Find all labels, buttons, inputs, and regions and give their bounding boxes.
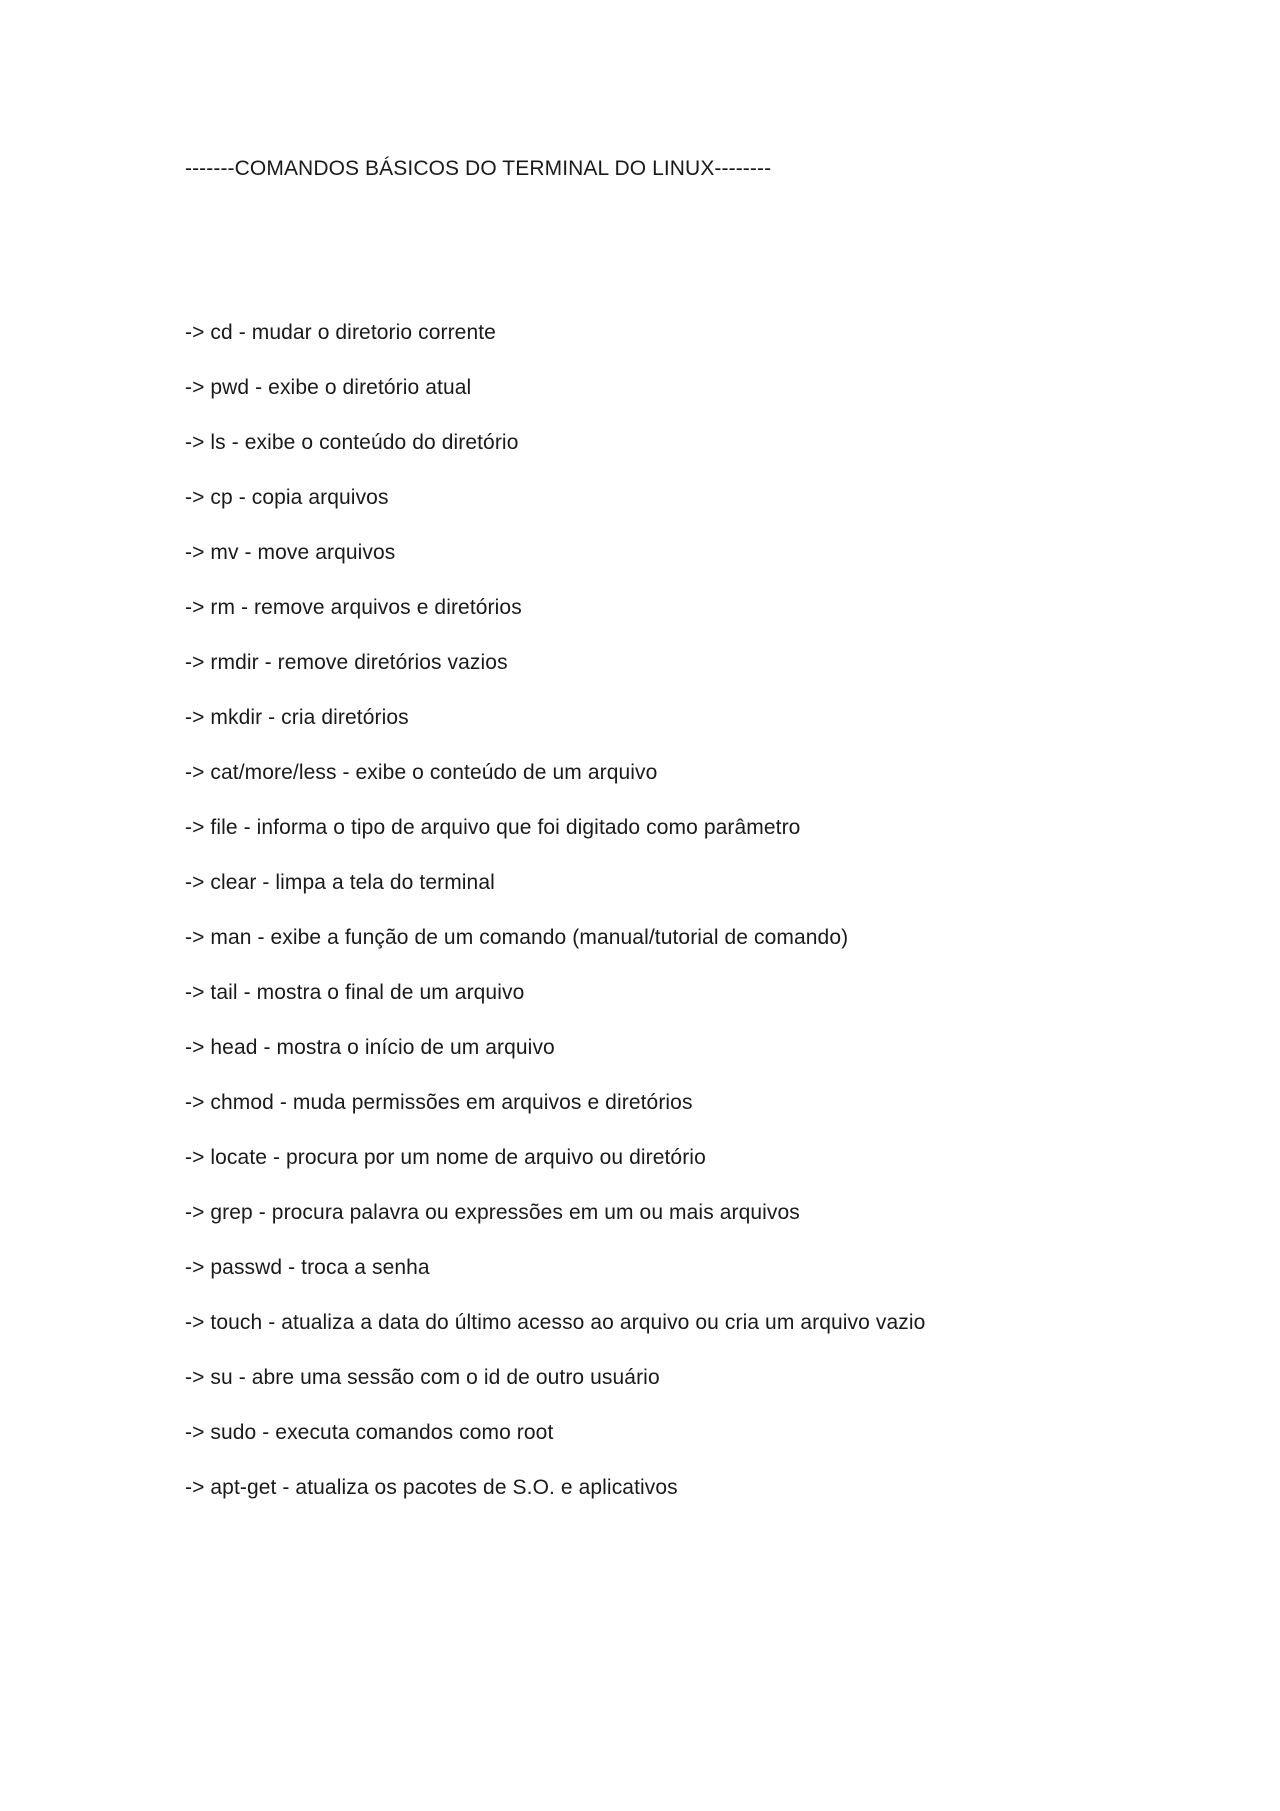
list-item: -> cat/more/less - exibe o conteúdo de um arquivo <box>185 761 658 784</box>
list-item: -> cp - copia arquivos <box>185 486 389 509</box>
document-title: -------COMANDOS BÁSICOS DO TERMINAL DO LINUX-------- <box>185 157 772 180</box>
list-item: -> mkdir - cria diretórios <box>185 706 409 729</box>
list-item: -> touch - atualiza a data do último acesso ao arquivo ou cria um arquivo vazio <box>185 1311 926 1334</box>
list-item: -> mv - move arquivos <box>185 541 396 564</box>
list-item: -> rmdir - remove diretórios vazios <box>185 651 508 674</box>
list-item: -> su - abre uma sessão com o id de outro usuário <box>185 1366 660 1389</box>
list-item: -> man - exibe a função de um comando (manual/tutorial de comando) <box>185 926 849 949</box>
command-list <box>185 318 925 1528</box>
list-item: -> pwd - exibe o diretório atual <box>185 376 472 399</box>
list-item: -> apt-get - atualiza os pacotes de S.O. e aplicativos <box>185 1476 678 1499</box>
list-item: -> ls - exibe o conteúdo do diretório <box>185 431 519 454</box>
list-item: -> cd - mudar o diretorio corrente <box>185 321 496 344</box>
list-item: -> file - informa o tipo de arquivo que foi digitado como parâmetro <box>185 816 801 839</box>
list-item: -> head - mostra o início de um arquivo <box>185 1036 555 1059</box>
list-item: -> tail - mostra o final de um arquivo <box>185 981 525 1004</box>
list-item: -> clear - limpa a tela do terminal <box>185 871 495 894</box>
list-item: -> chmod - muda permissões em arquivos e diretórios <box>185 1091 693 1114</box>
list-item: -> passwd - troca a senha <box>185 1256 430 1279</box>
list-item: -> rm - remove arquivos e diretórios <box>185 596 522 619</box>
list-item: -> sudo - executa comandos como root <box>185 1421 554 1444</box>
list-item: -> locate - procura por um nome de arquivo ou diretório <box>185 1146 706 1169</box>
list-item: -> grep - procura palavra ou expressões em um ou mais arquivos <box>185 1201 800 1224</box>
